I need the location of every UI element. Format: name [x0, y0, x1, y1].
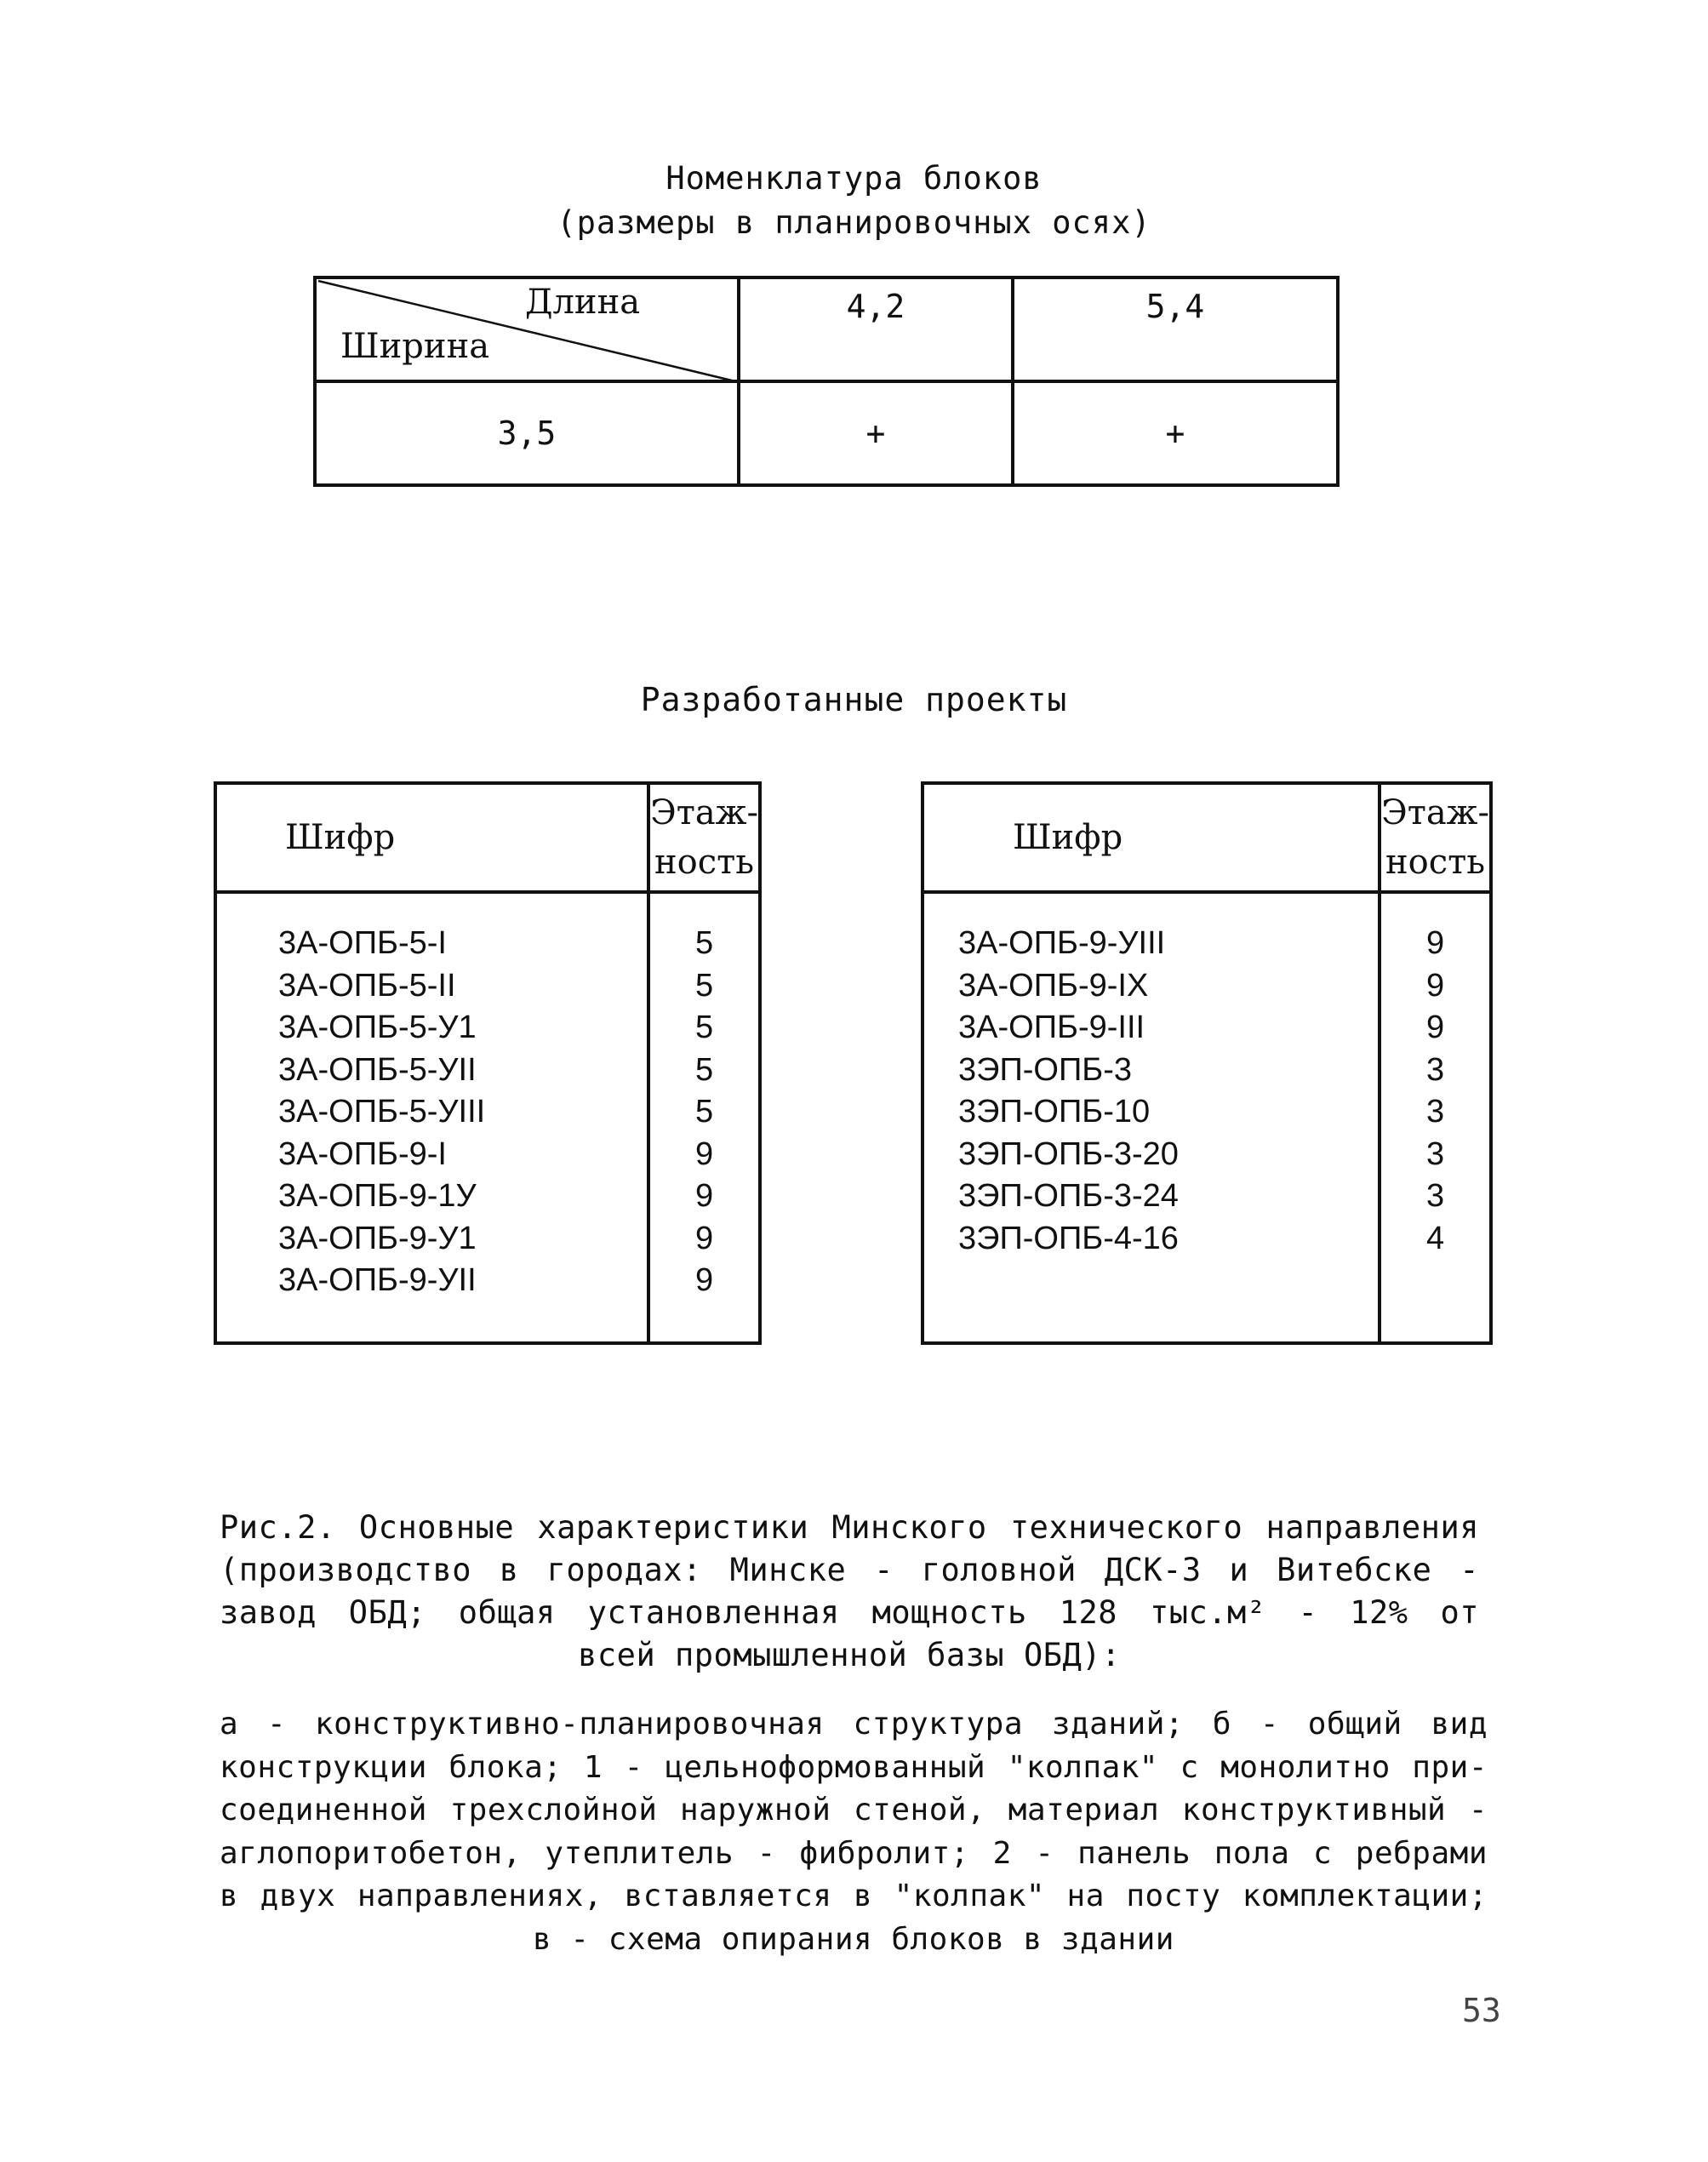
- project-code: 3А-ОПБ-5-УII: [278, 1051, 477, 1088]
- floors-cell: [648, 892, 760, 1343]
- project-code: 3А-ОПБ-9-У1: [278, 1220, 477, 1256]
- legend-line: а - конструктивно-планировочная структура зданий; б - общий вид: [220, 1707, 1488, 1742]
- legend-line: в двух направлениях, вставляется в "колпак" на посту комплектации;: [220, 1879, 1488, 1913]
- floor-count: 9: [694, 1178, 714, 1214]
- length-5-4: 5,4: [1013, 277, 1338, 381]
- project-code: 3А-ОПБ-9-I: [278, 1135, 447, 1172]
- legend-line: конструкции блока; 1 - цельноформованный "колпак" с монолитно при-: [220, 1749, 1488, 1785]
- nomenclature-title: [0, 157, 1708, 245]
- project-code: 3А-ОПБ-5-I: [278, 925, 447, 961]
- nomenclature-title-line2: (размеры в планировочных осях): [557, 204, 1151, 241]
- floor-count: 3: [1425, 1135, 1445, 1172]
- nomenclature-corner-cell: [315, 277, 739, 381]
- project-code: 3А-ОПБ-5-У1: [278, 1010, 477, 1045]
- project-code: 3А-ОПБ-9-УIII: [958, 925, 1166, 961]
- floor-count: 5: [694, 1051, 714, 1088]
- floor-count: 5: [694, 967, 714, 1004]
- project-code: 3ЭП-ОПБ-10: [958, 1094, 1151, 1130]
- project-code: 3А-ОПБ-9-УII: [278, 1262, 477, 1298]
- legend-line: в - схема опирания блоков в здании: [533, 1921, 1174, 1957]
- caption-line4: всей промышленной базы ОБД):: [578, 1637, 1121, 1673]
- floor-count: 4: [1425, 1220, 1445, 1256]
- floor-count: 9: [1425, 967, 1445, 1004]
- figure-legend: [220, 1703, 1488, 1961]
- projects-table-left: [214, 781, 762, 1345]
- nomenclature-table: [313, 276, 1340, 487]
- col-floors-header: [648, 783, 760, 892]
- length-4-2: 4,2: [739, 277, 1013, 381]
- col-floors-header: [1380, 783, 1491, 892]
- project-code: 3А-ОПБ-9-III: [958, 1010, 1145, 1045]
- floor-count: 3: [1425, 1051, 1445, 1088]
- cell-plus-2: +: [1013, 381, 1338, 485]
- page-number: 53: [1462, 1992, 1501, 2029]
- projects-title: Разработанные проекты: [640, 681, 1068, 718]
- floor-count: 5: [694, 1094, 714, 1130]
- col-floors-line2: ность: [1385, 843, 1486, 882]
- project-code: 3А-ОПБ-9-IX: [958, 967, 1149, 1004]
- floor-count: 9: [694, 1262, 714, 1298]
- nomenclature-data-row: [315, 381, 1338, 485]
- floor-count: 3: [1425, 1178, 1445, 1214]
- projects-left-body: [215, 892, 760, 1343]
- project-code: 3ЭП-ОПБ-3: [958, 1051, 1133, 1088]
- header-length-label: Длина: [525, 283, 641, 322]
- width-value: 3,5: [315, 381, 739, 485]
- projects-left-header: [215, 783, 760, 892]
- caption-line3: завод ОБД; общая установленная мощность 128 тыс.м² - 12% от: [220, 1594, 1479, 1631]
- project-code: 3ЭП-ОПБ-3-24: [958, 1178, 1179, 1214]
- project-code: 3ЭП-ОПБ-4-16: [958, 1220, 1179, 1256]
- caption-line2: (производство в городах: Минске - головной ДСК-3 и Витебске -: [220, 1552, 1479, 1588]
- col-code-header: Шифр: [215, 783, 648, 892]
- col-floors-line1: Этаж-: [650, 793, 758, 832]
- codes-cell: [923, 892, 1380, 1343]
- projects-right-body: [923, 892, 1491, 1343]
- figure-caption: [220, 1507, 1479, 1677]
- nomenclature-header-row: [315, 277, 1338, 381]
- nomenclature-title-line1: Номенклатура блоков: [665, 160, 1043, 197]
- floor-count: 9: [694, 1220, 714, 1256]
- legend-line: аглопоритобетон, утеплитель - фибролит; 2 - панель пола с ребрами: [220, 1835, 1488, 1871]
- project-code: 3А-ОПБ-5-УIII: [278, 1094, 486, 1130]
- legend-line: соединенной трехслойной наружной стеной, материал конструктивный -: [220, 1793, 1488, 1827]
- header-width-label: Ширина: [340, 327, 490, 366]
- project-code: 3А-ОПБ-9-1У: [278, 1178, 477, 1214]
- col-code-header: Шифр: [923, 783, 1380, 892]
- floors-cell: [1380, 892, 1491, 1343]
- projects-table-right: [921, 781, 1493, 1345]
- floor-count: 9: [1425, 925, 1445, 961]
- projects-right-header: [923, 783, 1491, 892]
- col-floors-line1: Этаж-: [1381, 793, 1489, 832]
- caption-line1: Рис.2. Основные характеристики Минского технического направления: [220, 1509, 1479, 1546]
- cell-plus-1: +: [739, 381, 1013, 485]
- project-code: 3А-ОПБ-5-II: [278, 967, 456, 1004]
- project-code: 3ЭП-ОПБ-3-20: [958, 1135, 1179, 1172]
- floor-count: 9: [1425, 1010, 1445, 1045]
- codes-cell: [215, 892, 648, 1343]
- floor-count: 3: [1425, 1094, 1445, 1130]
- col-floors-line2: ность: [654, 843, 755, 882]
- floor-count: 9: [694, 1135, 714, 1172]
- floor-count: 5: [694, 1010, 714, 1045]
- floor-count: 5: [694, 925, 714, 961]
